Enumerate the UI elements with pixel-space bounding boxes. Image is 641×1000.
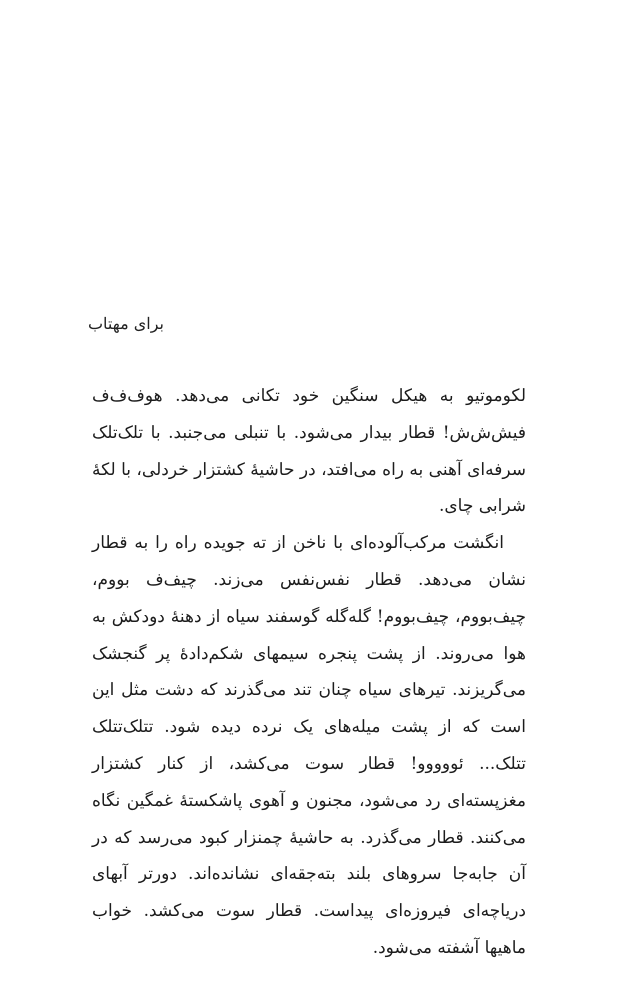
dedication-text: برای مهتاب: [87, 314, 164, 333]
paragraph-1: لکوموتیو به هیکل سنگین خود تکانی می‌دهد. هوف‌ف‌ف فیش‌ش‌ش! قطار بیدار می‌شود. با تنبلی می‌جنبد. با تلک‌تلک سرفه‌ای آهنی به راه می‌افتد، در حاشیهٔ کشتزار خردلی، با لکهٔ شرابی چای.: [92, 386, 526, 517]
paragraph-2: انگشت مرکب‌آلوده‌ای با ناخن از ته جویده راه را به قطار نشان می‌دهد. قطار نفس‌نفس می‌زند. چیف‌ف بووم، چیف‌بووم، چیف‌بووم! گله‌گله گوسفند سیاه از دهنهٔ دودکش به هوا می‌روند. از پشت پنجره سیمهای شکم‌دادهٔ پر گنجشک می‌گریزند. تیرهای سیاه چنان تند می‌گذرند که دشت مثل این است که از پشت میله‌های یک نرده دیده شود. تتلک‌تتلک تتلک... ئووووو! قطار سوت می‌کشد، از کنار کشتزار مغزپسته‌ای رد می‌شود، مجنون و آهوی پاشکستهٔ غمگین نگاه می‌کنند. قطار می‌گذرد. به حاشیهٔ چمنزار کبود می‌رسد که در آن جابه‌جا سروهای بلند بته‌جقه‌ای نشانده‌اند. دورتر آبهای دریاچه‌ای فیروزه‌ای پیداست. قطار سوت می‌کشد. خواب ماهیها آشفته می‌شود.: [92, 533, 526, 958]
story-text: [92, 378, 526, 967]
